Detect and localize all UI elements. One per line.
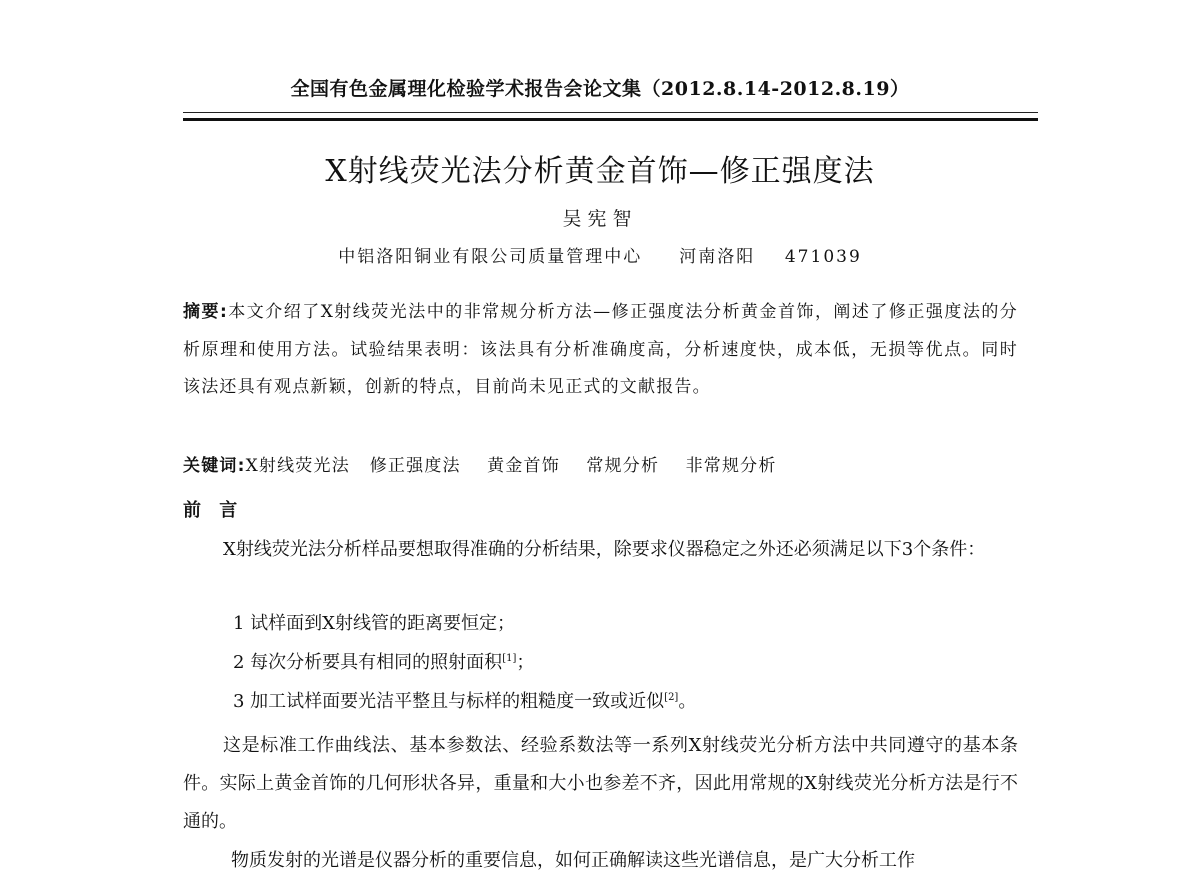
condition-item-1-text: 1 试样面到X射线管的距离要恒定； xyxy=(233,613,515,634)
intro-paragraph-3: 物质发射的光谱是仪器分析的重要信息，如何正确解读这些光谱信息，是广大分析工作 xyxy=(231,850,915,871)
intro-paragraph-2: 这是标准工作曲线法、基本参数法、经验系数法等一系列X射线荧光分析方法中共同遵守的基本条件。实际上黄金首饰的几何形状各异，重量和大小也参差不齐，因此用常规的X射线荧光分析方法是行不通的。 xyxy=(183,735,1018,832)
abstract-text: 本文介绍了X射线荧光法中的非常规分析方法—修正强度法分析黄金首饰，阐述了修正强度法的分析原理和使用方法。试验结果表明：该法具有分析准确度高，分析速度快，成本低，无损等优点。同时该法还具有观点新颖，创新的特点，目前尚未见正式的文献报告。 xyxy=(183,302,1019,397)
condition-item-3-end: 。 xyxy=(678,691,697,712)
paper-author: 吴宪智 xyxy=(562,208,638,230)
paper-affiliation: 中铝洛阳铜业有限公司质量管理中心 河南洛阳 471039 xyxy=(338,247,862,267)
keywords-label: 关键词: xyxy=(183,456,246,476)
condition-item-2-end: ； xyxy=(516,652,535,673)
condition-item-2-text: 2 每次分析要具有相同的照射面积 xyxy=(233,652,503,673)
keywords-text: X射线荧光法 修正强度法 黄金首饰 常规分析 非常规分析 xyxy=(245,456,777,476)
condition-item-1 xyxy=(233,611,1013,637)
condition-item-2 xyxy=(233,650,1013,676)
header-rule-thick xyxy=(183,118,1038,121)
header-rule-thin xyxy=(183,112,1038,113)
paper-title: X射线荧光法分析黄金首饰—修正强度法 xyxy=(325,154,875,189)
keywords xyxy=(183,453,1018,479)
section-heading-intro: 前 言 xyxy=(183,500,244,521)
citation-1: [1] xyxy=(502,653,517,664)
intro-paragraph-1: X射线荧光法分析样品要想取得准确的分析结果，除要求仪器稳定之外还必须满足以下3个条件： xyxy=(223,539,986,560)
abstract xyxy=(183,294,1018,407)
running-header: 全国有色金属理化检验学术报告会论文集（2012.8.14-2012.8.19） xyxy=(290,78,910,100)
abstract-label: 摘要: xyxy=(183,302,228,322)
citation-2: [2] xyxy=(664,692,679,703)
condition-item-3-text: 3 加工试样面要光洁平整且与标样的粗糙度一致或近似 xyxy=(233,691,665,712)
condition-item-3 xyxy=(233,689,1013,715)
